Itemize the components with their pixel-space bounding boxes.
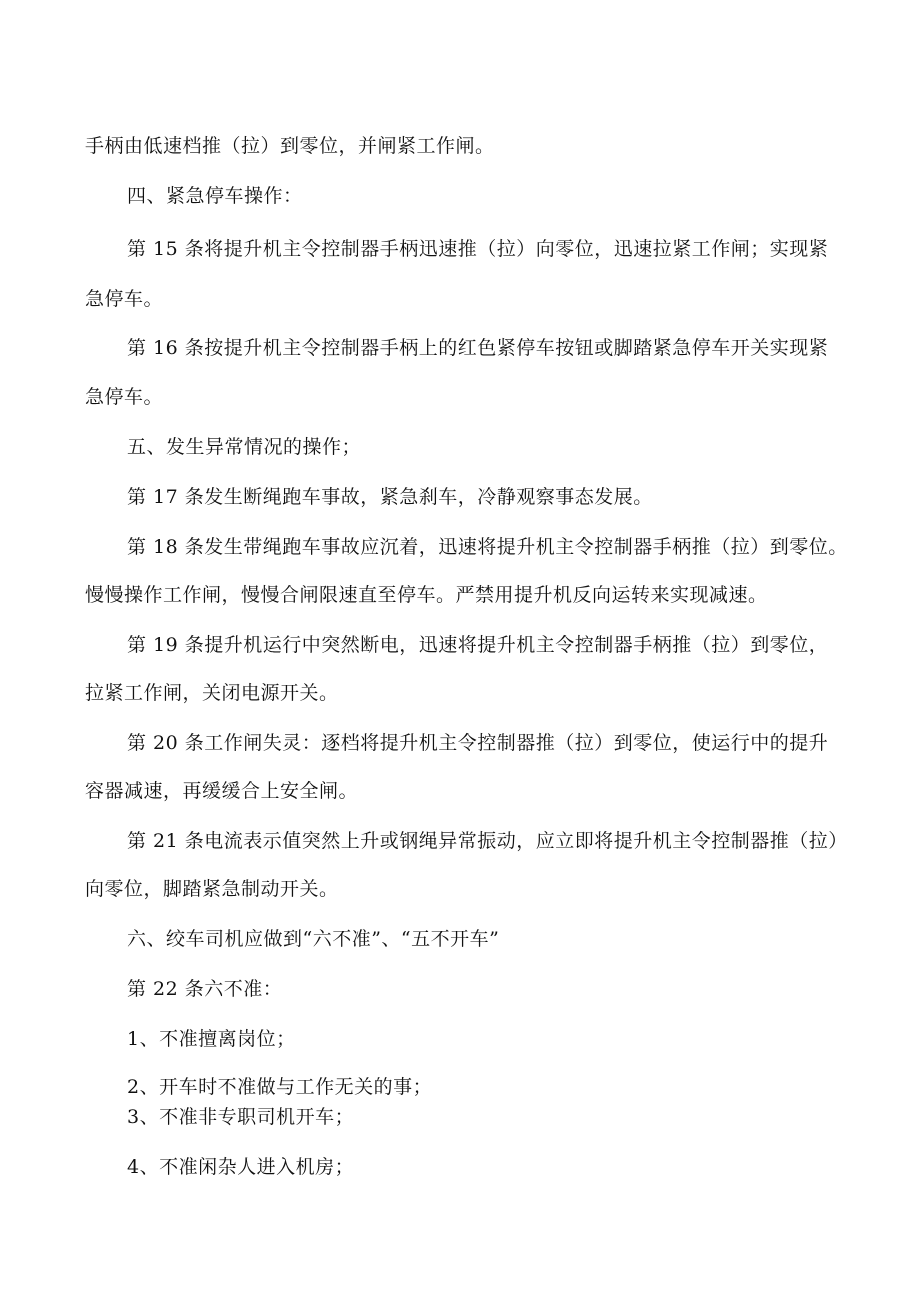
section-heading: 四、紧急停车操作： — [127, 185, 303, 207]
list-item: 1、不准擅离岗位； — [127, 1028, 296, 1050]
paragraph-line: 容器减速，再缓缓合上安全闸。 — [85, 780, 359, 802]
paragraph-line: 慢慢操作工作闸，慢慢合闸限速直至停车。严禁用提升机反向运转来实现减速。 — [85, 584, 768, 606]
paragraph-line: 第 16 条按提升机主令控制器手柄上的红色紧停车按钮或脚踏紧急停车开关实现紧 — [127, 337, 829, 359]
paragraph-line: 第 17 条发生断绳跑车事故，紧急刹车，冷静观察事态发展。 — [127, 486, 653, 508]
paragraph-line: 急停车。 — [85, 288, 164, 310]
paragraph-line: 第 22 条六不准： — [127, 978, 283, 1000]
paragraph-line: 第 21 条电流表示值突然上升或钢绳异常振动，应立即将提升机主令控制器推（拉） — [127, 830, 848, 852]
list-item: 2、开车时不准做与工作无关的事； — [127, 1076, 433, 1098]
paragraph-line: 急停车。 — [85, 386, 164, 408]
paragraph-line: 第 20 条工作闸失灵：逐档将提升机主令控制器推（拉）到零位，使运行中的提升 — [127, 732, 829, 754]
section-heading: 六、绞车司机应做到“六不准”、“五不开车” — [127, 928, 500, 950]
paragraph-line: 第 15 条将提升机主令控制器手柄迅速推（拉）向零位，迅速拉紧工作闸；实现紧 — [127, 238, 829, 260]
paragraph-line: 第 19 条提升机运行中突然断电，迅速将提升机主令控制器手柄推（拉）到零位， — [127, 634, 829, 656]
paragraph-line: 手柄由低速档推（拉）到零位，并闸紧工作闸。 — [85, 135, 495, 157]
section-heading: 五、发生异常情况的操作； — [127, 436, 362, 458]
paragraph-line: 第 18 条发生带绳跑车事故应沉着，迅速将提升机主令控制器手柄推（拉）到零位。 — [127, 536, 848, 558]
list-item: 3、不准非专职司机开车； — [127, 1106, 355, 1128]
paragraph-line: 拉紧工作闸，关闭电源开关。 — [85, 682, 339, 704]
paragraph-line: 向零位，脚踏紧急制动开关。 — [85, 878, 339, 900]
list-item: 4、不准闲杂人进入机房； — [127, 1156, 355, 1178]
